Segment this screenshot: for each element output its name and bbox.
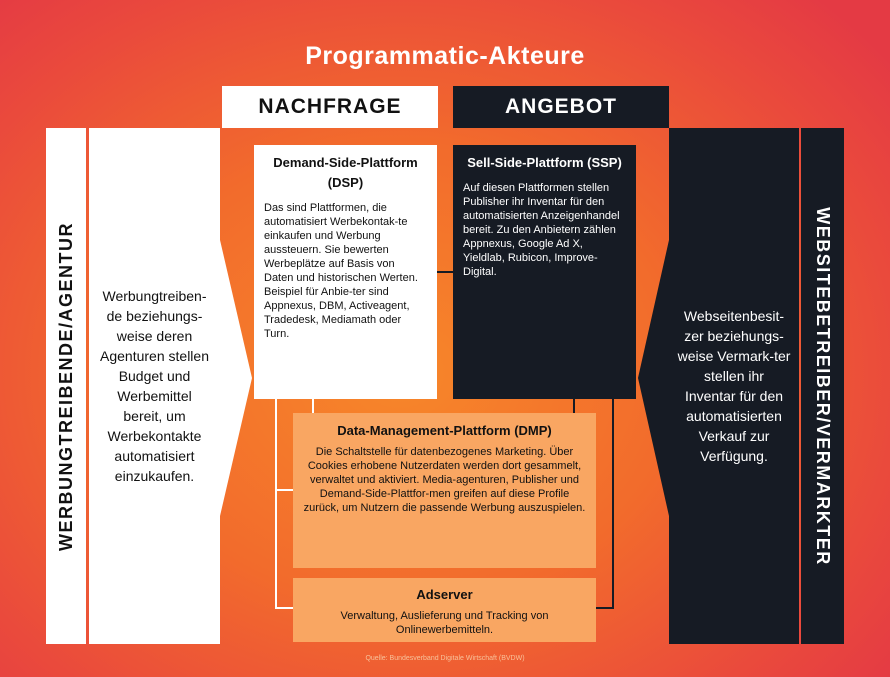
dsp-adserver-connector — [276, 399, 293, 608]
ssp-adserver-connector — [596, 399, 613, 608]
dsp-title: Demand-Side-Plattform (DSP) — [273, 155, 418, 190]
source-note: Quelle: Bundesverband Digitale Wirtschaft (BVDW) — [365, 655, 525, 662]
tab-nachfrage: NACHFRAGE — [222, 86, 438, 128]
ssp-description: Auf diesen Plattformen stellen Publisher ihr Inventar für den automatisierten Anzeigenhandel bereit. Zu den Anbietern zählen Appnexus, Google Ad X, Yieldlab, Rubicon, Improve-Digital. — [463, 182, 620, 278]
dsp-card — [254, 145, 437, 399]
advertiser-arrow — [220, 240, 252, 516]
dmp-description: Die Schaltstelle für datenbezogenes Marketing. Über Cookies erhobene Nutzerdaten werden dort gesammelt, verwaltet und aktiviert. Media-agenturen, Publisher und Demand-Side-Plattfor-men greifen auf diese Profile zurück, um Nutzern die passende Werbung auszuspielen. — [303, 446, 586, 514]
tab-angebot: ANGEBOT — [453, 86, 669, 128]
page-title: Programmatic-Akteure — [305, 42, 585, 70]
adserver-title: Adserver — [416, 587, 473, 602]
adserver-description: Verwaltung, Auslieferung und Tracking von Onlinewerbemitteln. — [340, 610, 549, 636]
dsp-description: Das sind Plattformen, die automatisiert Werbekontak-te einkaufen und Werbung aussteuern. Sie bewerten Werbeplätze auf Basis von Daten und historischen Werten. Beispiel für Anbie-ter sind Appnexus, DBM, Activeagent, Tradedesk, Mediamath oder Turn. — [264, 202, 418, 340]
publisher-side-label-text: WEBSITEBETREIBER/VERMARKTER — [813, 206, 834, 566]
publisher-description: Webseitenbesit-zer beziehungs-weise Vermark-ter stellen ihr Inventar für den automatisierten Verkauf zur Verfügung. — [669, 128, 799, 644]
advertiser-description: Werbungtreiben-de beziehungs-weise deren Agenturen stellen Budget und Werbemittel bereit, um Werbekontakte automatisiert einzukaufen. — [89, 128, 220, 644]
ssp-card — [453, 145, 636, 399]
publisher-arrow — [638, 240, 669, 516]
adserver-card — [293, 578, 596, 642]
dmp-title: Data-Management-Plattform (DMP) — [337, 423, 552, 438]
ssp-title: Sell-Side-Plattform (SSP) — [467, 155, 622, 170]
dmp-card — [293, 413, 596, 568]
advertiser-side-label-text: WERBUNGTREIBENDE/AGENTUR — [55, 221, 76, 551]
